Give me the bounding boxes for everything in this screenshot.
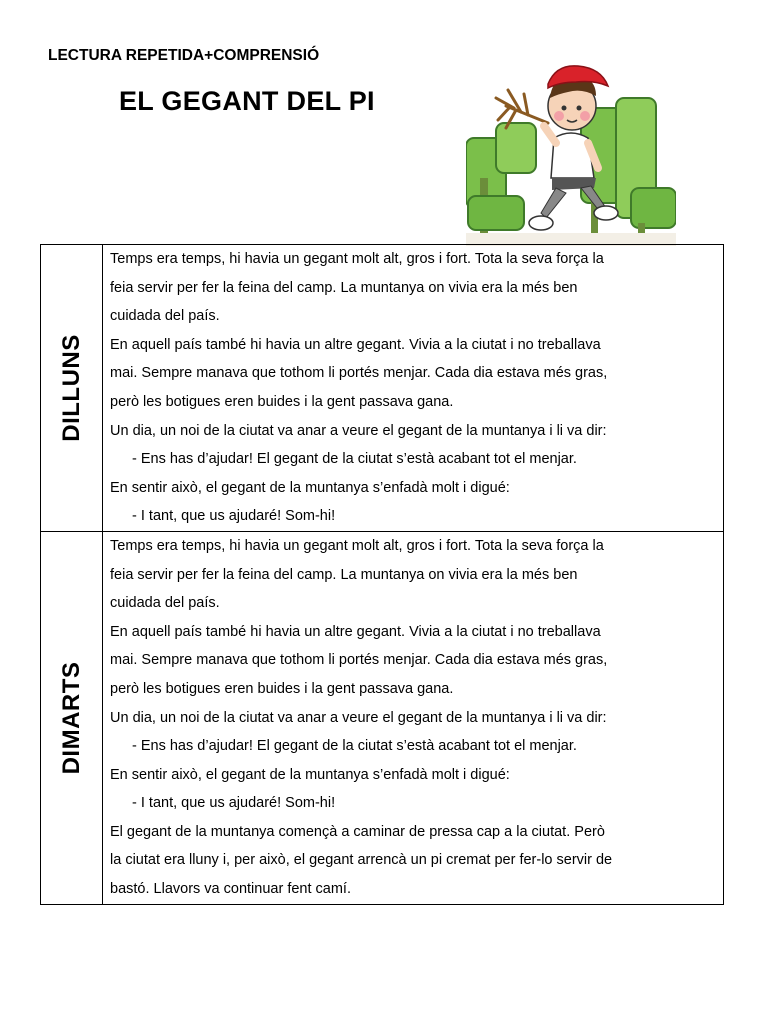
table-row (41, 531, 724, 904)
reading-table (40, 244, 724, 905)
dialogue-line: - Ens has d’ajudar! El gegant de la ciutat s’està acabant tot el menjar. (132, 738, 577, 755)
day-cell (41, 531, 103, 904)
story-title: EL GEGANT DEL PI (119, 86, 375, 116)
text-line: Un dia, un noi de la ciutat va anar a veure el gegant de la muntanya i li va dir: (110, 422, 607, 439)
day-cell (41, 245, 103, 532)
text-line: Temps era temps, hi havia un gegant molt alt, gros i fort. Tota la seva força la (110, 537, 604, 554)
day-label: DIMARTS (57, 661, 85, 775)
text-line: però les botigues eren buides i la gent passava gana. (110, 393, 454, 410)
text-line: cuidada del país. (110, 308, 220, 325)
text-line: mai. Sempre manava que tothom li portés menjar. Cada dia estava més gras, (110, 365, 608, 382)
dialogue-line: - Ens has d’ajudar! El gegant de la ciutat s’està acabant tot el menjar. (132, 451, 577, 468)
text-line: cuidada del país. (110, 595, 220, 612)
giant-boy-with-branch-illustration (466, 28, 676, 246)
reading-text-cell (103, 531, 724, 904)
text-line: però les botigues eren buides i la gent passava gana. (110, 680, 454, 697)
text-line: En sentir això, el gegant de la muntanya s’enfadà molt i digué: (110, 479, 510, 496)
dialogue-line: - I tant, que us ajudaré! Som-hi! (132, 508, 336, 525)
text-line: El gegant de la muntanya començà a caminar de pressa cap a la ciutat. Però (110, 823, 605, 840)
text-line: En sentir això, el gegant de la muntanya s’enfadà molt i digué: (110, 766, 510, 783)
text-line: mai. Sempre manava que tothom li portés menjar. Cada dia estava més gras, (110, 652, 608, 669)
text-line: Temps era temps, hi havia un gegant molt alt, gros i fort. Tota la seva força la (110, 251, 604, 267)
reading-text-cell (103, 245, 724, 532)
text-line: feia servir per fer la feina del camp. La muntanya on vivia era la més ben (110, 279, 578, 296)
text-line: la ciutat era lluny i, per això, el gegant arrencà un pi cremat per fer-lo servir de (110, 852, 613, 869)
text-line: En aquell país també hi havia un altre gegant. Vivia a la ciutat i no treballava (110, 623, 601, 640)
day-label: DILLUNS (57, 334, 85, 442)
worksheet-subtitle: LECTURA REPETIDA+COMPRENSIÓ (48, 47, 320, 64)
text-line: Un dia, un noi de la ciutat va anar a veure el gegant de la muntanya i li va dir: (110, 709, 607, 726)
text-line: feia servir per fer la feina del camp. La muntanya on vivia era la més ben (110, 566, 578, 583)
table-row (41, 245, 724, 532)
text-line: bastó. Llavors va continuar fent camí. (110, 881, 351, 898)
text-line: En aquell país també hi havia un altre gegant. Vivia a la ciutat i no treballava (110, 336, 601, 353)
dialogue-line: - I tant, que us ajudaré! Som-hi! (132, 795, 336, 812)
